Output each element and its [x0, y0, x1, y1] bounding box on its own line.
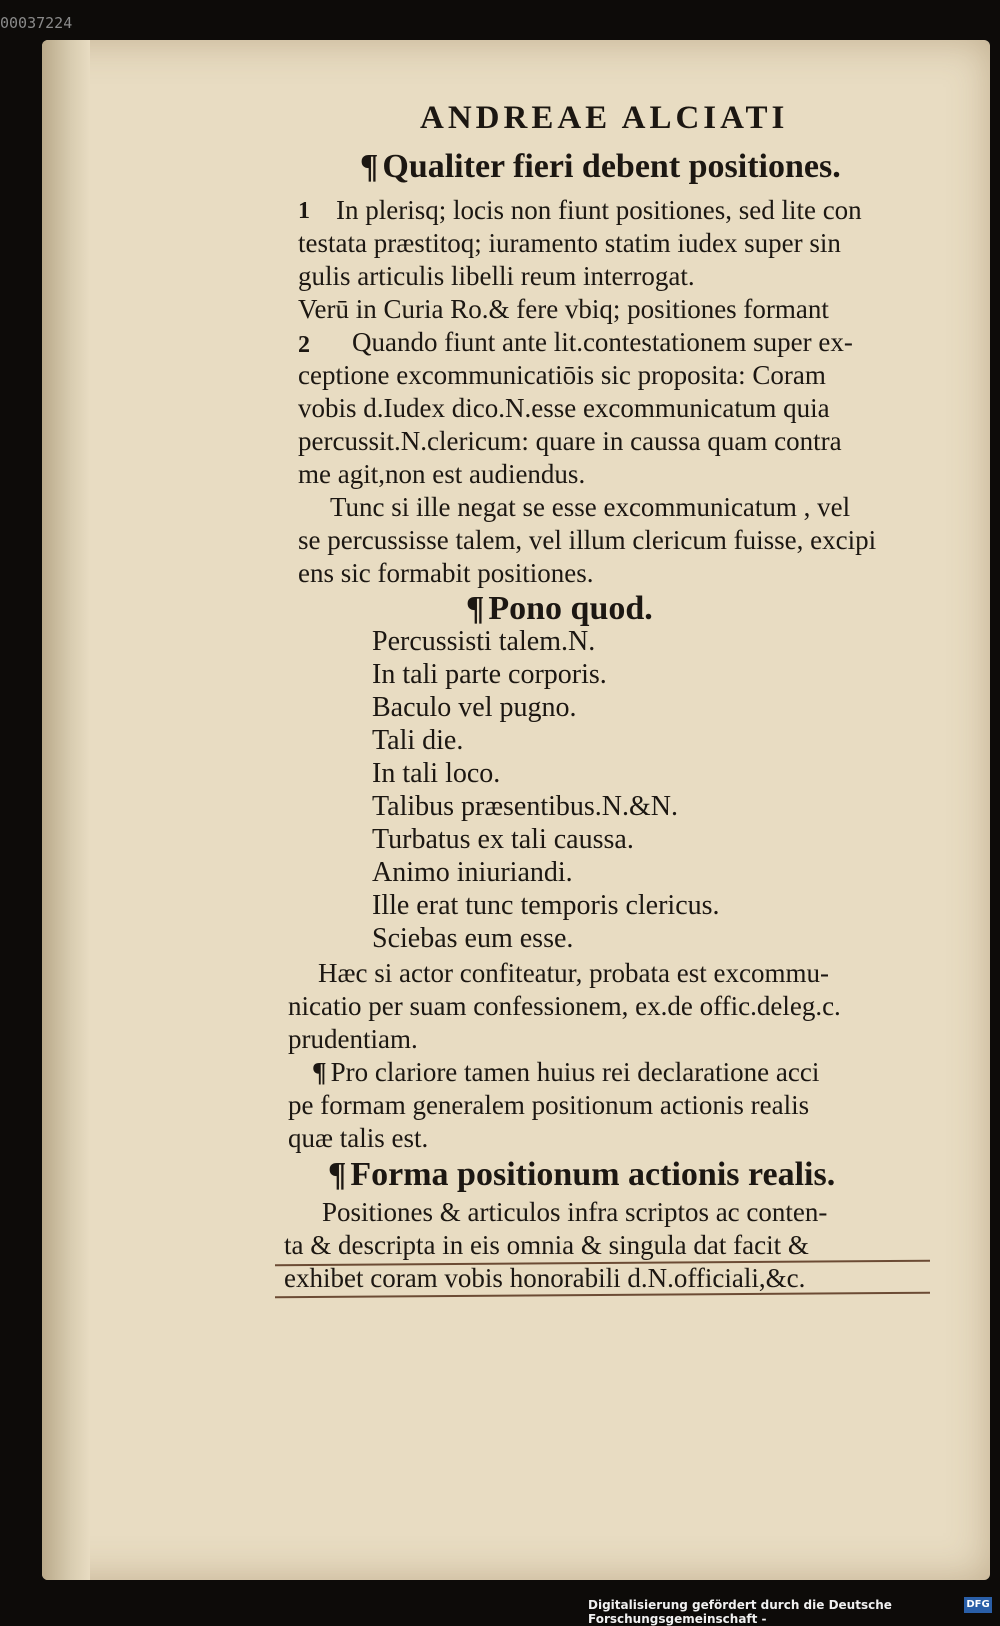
- text-line: percussit.N.clericum: quare in caussa quam contra: [298, 426, 842, 456]
- pilcrow-icon: ¶: [328, 1156, 347, 1193]
- list-item: Percussisti talem.N.: [372, 626, 596, 657]
- text-line: In plerisq; locis non fiunt positiones, sed lite con: [336, 195, 862, 225]
- text-line: pe formam generalem positionum actionis realis: [288, 1090, 810, 1120]
- list-item: Tali die.: [372, 725, 464, 756]
- text-line: Tunc si ille negat se esse excommunicatum , vel: [330, 492, 851, 522]
- list-item: Sciebas eum esse.: [372, 923, 574, 954]
- text-line: prudentiam.: [288, 1024, 418, 1054]
- pilcrow-icon: ¶: [466, 590, 485, 627]
- text-line: ta & descripta in eis omnia & singula dat facit &: [284, 1230, 809, 1260]
- heading-text: Pono quod.: [488, 590, 653, 627]
- text-line: gulis articulis libelli reum interrogat.: [298, 261, 695, 291]
- text-line: [312, 1056, 819, 1088]
- scan-id-label: 00037224: [0, 14, 73, 32]
- text-line: me agit,non est audiendus.: [298, 459, 586, 489]
- list-item: Talibus præsentibus.N.&N.: [372, 791, 679, 822]
- text-line: testata præstitoq; iuramento statim iudex super sin: [298, 228, 841, 258]
- text-line: ens sic formabit positiones.: [298, 558, 594, 588]
- text-line: exhibet coram vobis honorabili d.N.officiali,&c.: [284, 1263, 806, 1293]
- marginal-number: 1: [298, 198, 310, 224]
- list-item: Ille erat tunc temporis clericus.: [372, 890, 720, 921]
- heading-pono: [466, 590, 653, 628]
- running-header: ANDREAE ALCIATI: [420, 100, 789, 136]
- text-line: Positiones & articulos infra scriptos ac conten-: [322, 1197, 828, 1227]
- text-line: Verū in Curia Ro.& fere vbiq; positiones formant: [298, 294, 829, 324]
- list-item: Baculo vel pugno.: [372, 692, 577, 723]
- text-line: quæ talis est.: [288, 1123, 429, 1153]
- text-line: ceptione excommunicatiōis sic proposita: Coram: [298, 360, 826, 390]
- list-item: Animo iniuriandi.: [372, 857, 573, 888]
- heading-qualiter: [360, 148, 841, 186]
- text-line: Hæc si actor confiteatur, probata est excommu-: [318, 958, 829, 988]
- text-span: Pro clariore tamen huius rei declaratione acci: [330, 1057, 820, 1087]
- pilcrow-icon: ¶: [360, 148, 379, 185]
- list-item: In tali loco.: [372, 758, 501, 789]
- text-line: nicatio per suam confessionem, ex.de offic.deleg.c.: [288, 991, 841, 1021]
- heading-forma: [328, 1156, 835, 1194]
- marginal-number: 2: [298, 332, 310, 358]
- text-line: se percussisse talem, vel illum clericum fuisse, excipi: [298, 525, 877, 555]
- text-line: vobis d.Iudex dico.N.esse excommunicatum quia: [298, 393, 830, 423]
- list-item: In tali parte corporis.: [372, 659, 607, 690]
- heading-text: Qualiter fieri debent positiones.: [382, 148, 841, 185]
- pilcrow-icon: ¶: [312, 1057, 327, 1087]
- list-item: Turbatus ex tali caussa.: [372, 824, 634, 855]
- funding-footer: Digitalisierung gefördert durch die Deutsche Forschungsgemeinschaft -: [588, 1598, 892, 1626]
- text-line: Quando fiunt ante lit.contestationem super ex-: [352, 327, 853, 357]
- page-gutter: [42, 40, 90, 1580]
- dfg-logo: DFG: [964, 1597, 992, 1613]
- heading-text: Forma positionum actionis realis.: [350, 1156, 836, 1193]
